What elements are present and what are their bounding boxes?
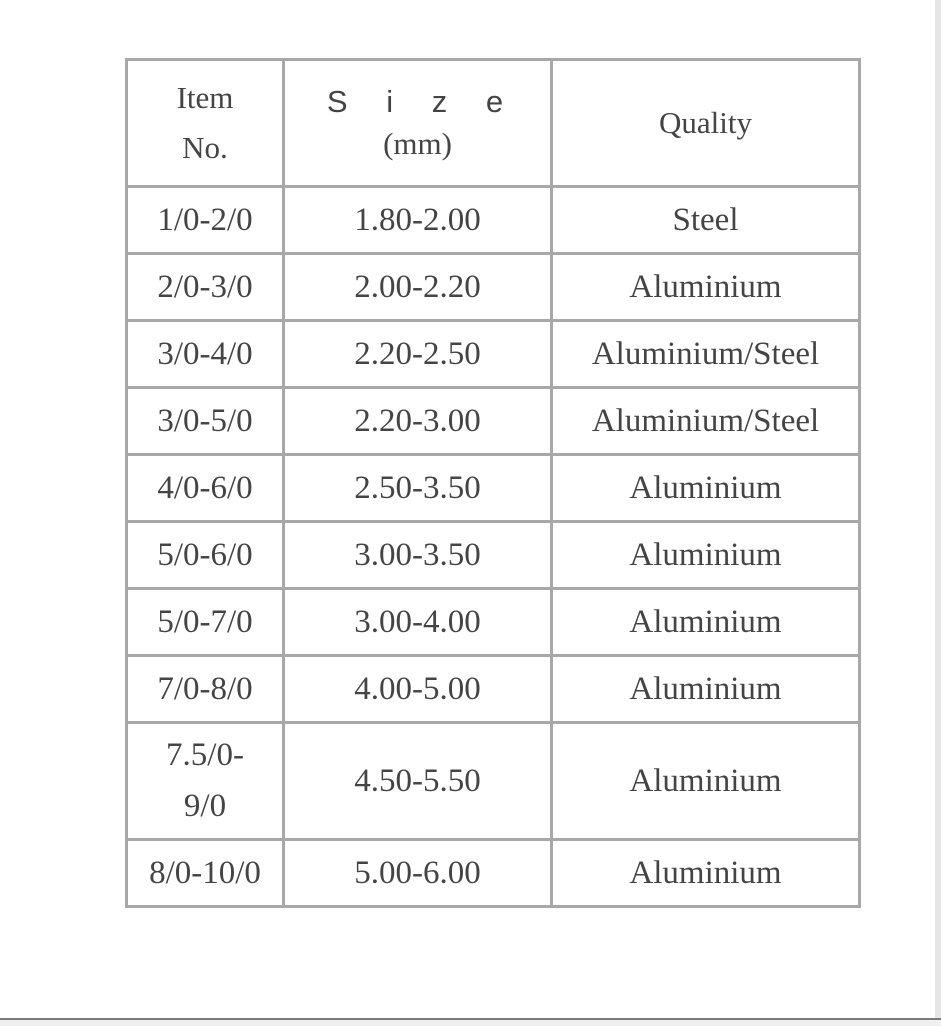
table-row: [128, 841, 858, 905]
cell-item-no-label: 7.5/0-9/0: [166, 736, 244, 824]
cell-size: 4.50-5.50: [285, 724, 550, 838]
cell-size: 5.00-6.00: [285, 841, 550, 905]
header-size: [285, 61, 550, 185]
cell-quality: Aluminium: [553, 456, 858, 520]
cell-size: 2.50-3.50: [285, 456, 550, 520]
cell-item-no: 5/0-7/0: [128, 590, 282, 654]
cell-size: 1.80-2.00: [285, 188, 550, 252]
header-size-label: S i z e: [326, 84, 519, 120]
table-row: [128, 456, 858, 520]
cell-quality: Aluminium: [553, 724, 858, 838]
header-item-no-label: Item No.: [176, 80, 234, 165]
cell-quality: Aluminium: [553, 841, 858, 905]
table-row: [128, 523, 858, 587]
bottom-divider: [0, 1018, 941, 1026]
cell-size: 2.00-2.20: [285, 255, 550, 319]
page-edge: [935, 0, 941, 1024]
cell-size: 2.20-2.50: [285, 322, 550, 386]
cell-size: 3.00-3.50: [285, 523, 550, 587]
table-row: [128, 322, 858, 386]
cell-item-no: 7/0-8/0: [128, 657, 282, 721]
cell-item-no: [128, 724, 282, 838]
table-row: [128, 188, 858, 252]
cell-item-no: 3/0-5/0: [128, 389, 282, 453]
cell-item-no: 4/0-6/0: [128, 456, 282, 520]
header-quality: [553, 61, 858, 185]
size-table: [125, 58, 861, 908]
table-row: [128, 657, 858, 721]
cell-quality: Aluminium: [553, 255, 858, 319]
cell-size: 3.00-4.00: [285, 590, 550, 654]
cell-item-no: 2/0-3/0: [128, 255, 282, 319]
cell-item-no: 1/0-2/0: [128, 188, 282, 252]
header-quality-label: Quality: [659, 105, 752, 141]
cell-size: 4.00-5.00: [285, 657, 550, 721]
cell-quality: Aluminium: [553, 590, 858, 654]
cell-item-no: 3/0-4/0: [128, 322, 282, 386]
table-row: [128, 389, 858, 453]
header-size-unit: (mm): [383, 126, 452, 161]
cell-quality: Aluminium: [553, 657, 858, 721]
cell-size: 2.20-3.00: [285, 389, 550, 453]
cell-item-no: 5/0-6/0: [128, 523, 282, 587]
table-row: [128, 590, 858, 654]
cell-item-no: 8/0-10/0: [128, 841, 282, 905]
cell-quality: Aluminium/Steel: [553, 389, 858, 453]
cell-quality: Aluminium/Steel: [553, 322, 858, 386]
table-row: [128, 255, 858, 319]
cell-quality: Steel: [553, 188, 858, 252]
cell-quality: Aluminium: [553, 523, 858, 587]
table-header-row: [128, 61, 858, 185]
header-item-no: [128, 61, 282, 185]
table-row: [128, 724, 858, 838]
